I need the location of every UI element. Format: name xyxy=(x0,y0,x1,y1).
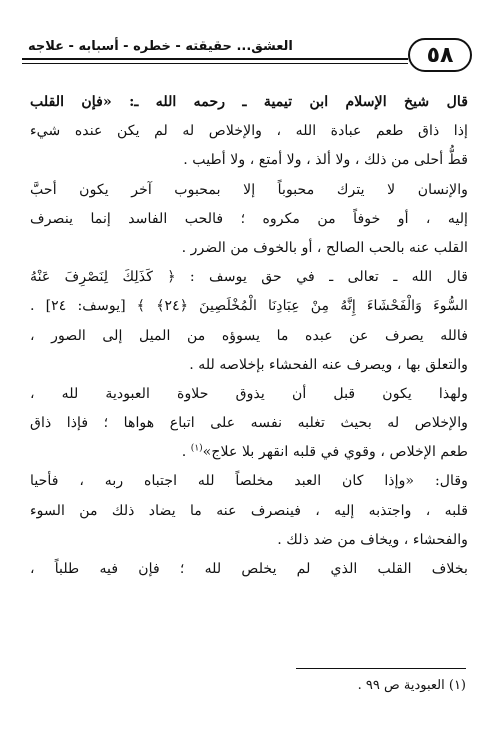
text-line xyxy=(30,526,468,555)
text-line-content: إليه ، أو خوفاً من مكروه ؛ فالحب الفاسد إنما ينصرف xyxy=(30,210,468,227)
text-line-content: إذا ذاق طعم عبادة الله ، والإخلاص له لم يكن عنده شيء xyxy=(30,123,468,140)
text-line xyxy=(30,263,468,292)
text-line-content: والتعلق بها ، ويصرف عنه الفحشاء بإخلاصه لله . xyxy=(189,356,468,373)
text-line xyxy=(30,322,468,351)
text-line-content: السُّوءَ وَالْفَحْشَاءَ إِنَّهُ مِنْ عِبَادِنَا الْمُخْلَصِينَ ﴿٢٤﴾ ﴾ [يوسف: ٢٤] . xyxy=(30,298,468,315)
text-line xyxy=(30,205,468,234)
text-line xyxy=(30,88,468,117)
text-line-content: والفحشاء ، ويخاف من ضد ذلك . xyxy=(277,531,468,548)
text-line-content: والإنسان لا يترك محبوباً إلا بمحبوب آخر يكون أحبَّ xyxy=(30,181,468,198)
text-line xyxy=(30,380,468,409)
text-line xyxy=(30,176,468,205)
body-text xyxy=(30,88,468,584)
text-line xyxy=(30,146,468,175)
running-title: العشق... حقيقته - خطره - أسبابه - علاجه xyxy=(22,38,293,56)
text-line-content: ولهذا يكون قبل أن يذوق حلاوة العبودية لله ، xyxy=(30,385,468,402)
footnote-separator xyxy=(296,668,466,669)
text-line-content: القلب عنه بالحب الصالح ، أو بالخوف من الضرر . xyxy=(181,239,468,256)
text-line-content: قال الله ـ تعالى ـ في حق يوسف : ﴿ كَذَلِكَ لِنَصْرِفَ عَنْهُ xyxy=(30,269,468,286)
text-line-content: بخلاف القلب الذي لم يخلص لله ؛ فإن فيه طلباً ، xyxy=(30,561,468,577)
text-line xyxy=(30,117,468,146)
text-line xyxy=(30,351,468,380)
text-line-content: وقال: «وإذا كان العبد مخلصاً لله اجتباه ربه ، فأحيا xyxy=(30,473,468,490)
text-line-content: قطُّ أحلى من ذلك ، ولا ألذ ، ولا أمتع ، ولا أطيب . xyxy=(183,152,468,169)
text-line-content: والإخلاص له بحيث تغلبه نفسه على اتباع هواها ؛ فإذا ذاق xyxy=(30,415,468,432)
text-line xyxy=(30,497,468,526)
text-line-content: قلبه ، واجتذبه إليه ، فينصرف عنه ما يضاد ذلك من السوء xyxy=(30,502,468,519)
footnote: (١) العبودية ص ٩٩ . xyxy=(357,678,466,693)
text-line xyxy=(30,555,468,584)
page-number: ٥٨ xyxy=(408,38,472,72)
header-rule-thin xyxy=(22,63,408,64)
footnote-marker: (١) xyxy=(190,443,203,454)
text-line xyxy=(30,292,468,321)
text-line xyxy=(30,467,468,496)
text-line xyxy=(30,409,468,438)
page-header xyxy=(22,38,472,74)
header-rule xyxy=(22,58,408,60)
text-line-content: طعم الإخلاص ، وقوي في قلبه انقهر بلا علاج» xyxy=(202,444,468,461)
text-line-content: قال شيخ الإسلام ابن تيمية ـ رحمه الله ـ: «فإن القلب xyxy=(30,94,468,110)
text-line xyxy=(30,234,468,263)
text-line-content: فالله يصرف عن عبده ما يسوؤه من الميل إلى الصور ، xyxy=(30,327,468,344)
text-line: طعم الإخلاص ، وقوي في قلبه انقهر بلا علاج»$^{(١)}$ . xyxy=(181,443,468,461)
